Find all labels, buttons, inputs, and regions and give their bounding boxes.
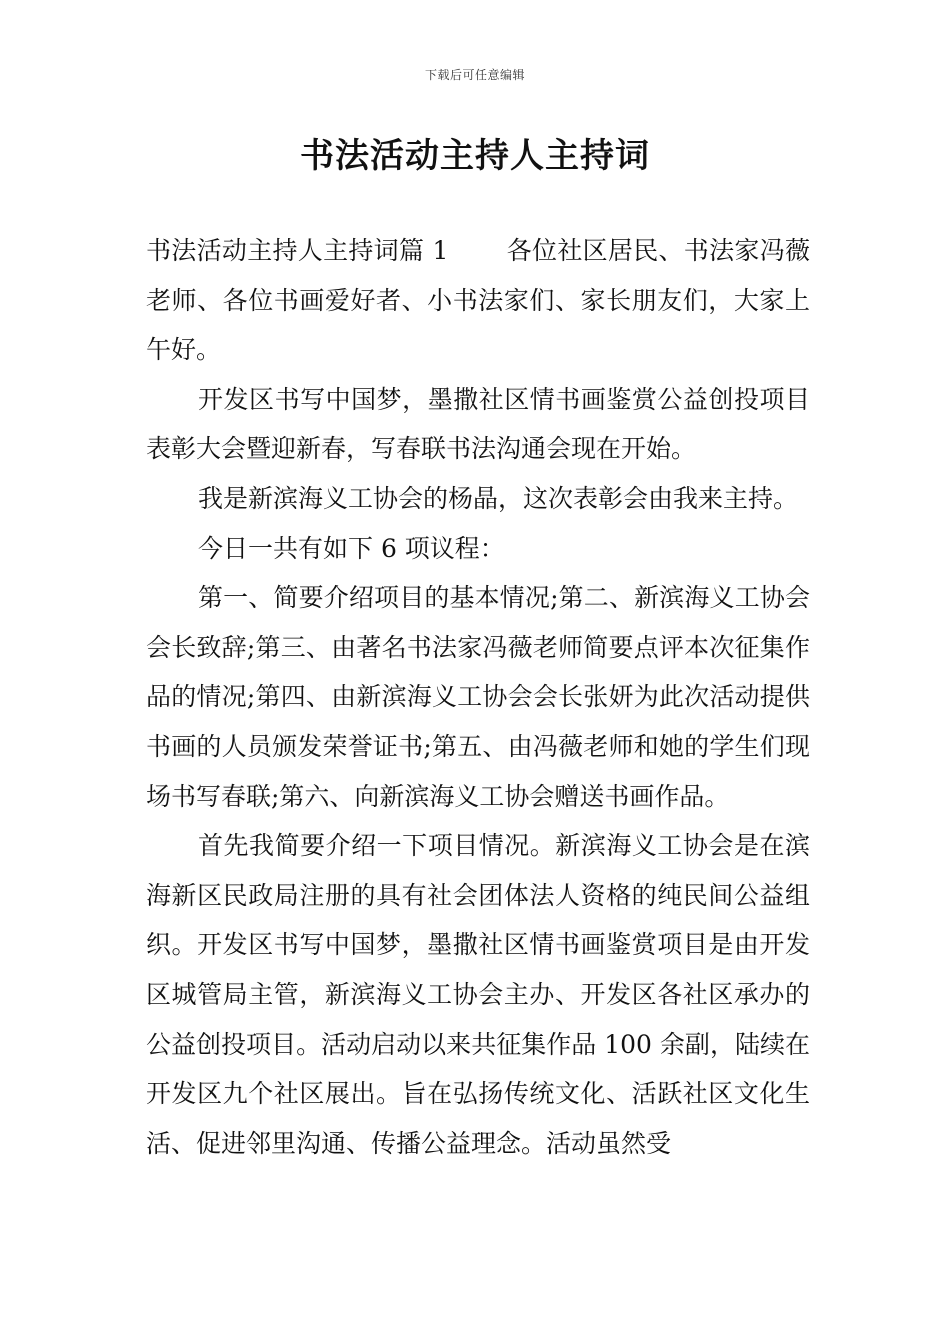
paragraph: 我是新滨海义工协会的杨晶，这次表彰会由我来主持。 (198, 483, 799, 513)
document-body (146, 226, 810, 1168)
paragraph-intro-text: 各位社区居民、书法家冯薇老师、各位书画爱好者、小书法家们、家长朋友们，大家上午好。 (146, 236, 810, 365)
document-title: 书法活动主持人主持词 (300, 136, 650, 176)
paragraph-agenda: 第一、简要介绍项目的基本情况;第二、新滨海义工协会会长致辞;第三、由著名书法家冯薇老师简要点评本次征集作品的情况;第四、由新滨海义工协会会长张妍为此次活动提供书画的人员颁发荣誉证书;第五、由冯薇老师和她的学生们现场书写春联;第六、向新滨海义工协会赠送书画作品。 (146, 583, 810, 811)
paragraph-intro (146, 226, 810, 375)
inline-heading: 书法活动主持人主持词篇 1 (146, 236, 449, 265)
paragraph: 今日一共有如下 6 项议程： (198, 533, 505, 563)
paragraph: 开发区书写中国梦，墨撒社区情书画鉴赏公益创投项目表彰大会暨迎新春，写春联书法沟通会现在开始。 (146, 384, 810, 464)
paragraph: 首先我简要介绍一下项目情况。新滨海义工协会是在滨海新区民政局注册的具有社会团体法人资格的纯民间公益组织。开发区书写中国梦，墨撒社区情书画鉴赏项目是由开发区城管局主管，新滨海义工协会主办、开发区各社区承办的公益创投项目。活动启动以来共征集作品 100 余副，陆续在开发区九个社区展出。旨在弘扬传统文化、活跃社区文化生活、促进邻里沟通、传播公益理念。活动虽然受 (146, 831, 810, 1158)
header-note: 下载后可任意编辑 (424, 68, 525, 82)
